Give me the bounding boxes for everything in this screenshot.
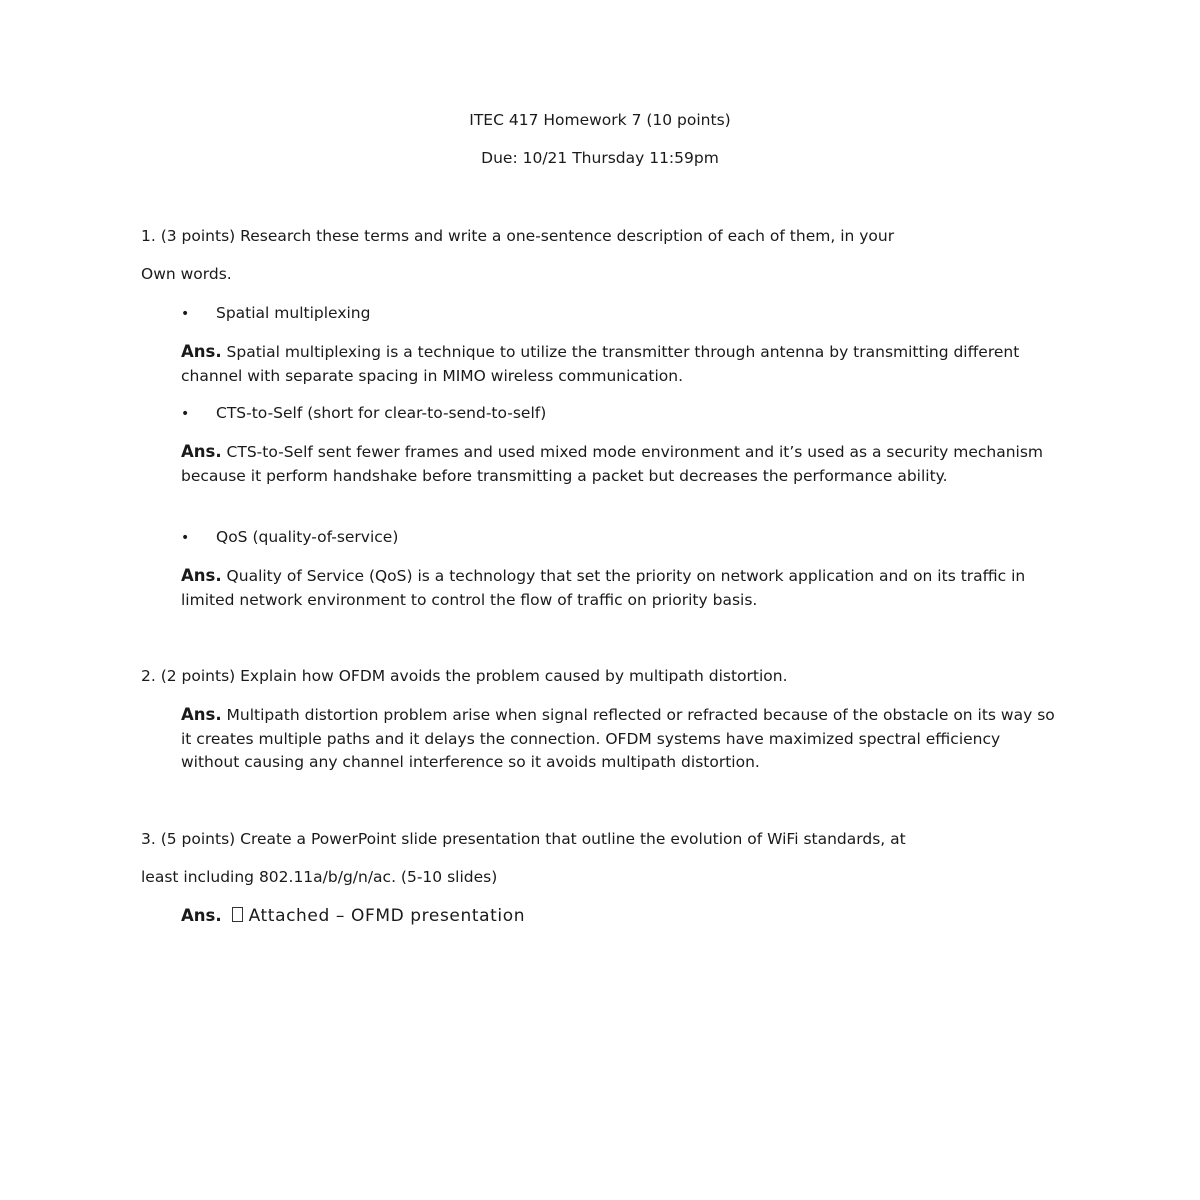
- term-label: QoS (quality-of-service): [216, 528, 399, 546]
- document-title: ITEC 417 Homework 7 (10 points): [469, 111, 731, 129]
- question-2-text: 2. (2 points) Explain how OFDM avoids the problem caused by multipath distortion.: [141, 667, 788, 685]
- attachment-icon: [232, 907, 243, 922]
- answer-qos: [181, 564, 1061, 612]
- question-3-text: 3. (5 points) Create a PowerPoint slide presentation that outline the evolution of WiFi standards, at: [141, 830, 906, 848]
- question-1-text: 1. (3 points) Research these terms and write a one-sentence description of each of them, in your: [141, 227, 895, 245]
- answer-spatial-multiplexing: [181, 340, 1061, 388]
- answer-label: Ans.: [181, 566, 222, 585]
- answer-label: Ans.: [181, 342, 222, 361]
- bullet-icon: •: [181, 530, 190, 546]
- answer-attachment: [181, 905, 525, 927]
- answer-text: Multipath distortion problem arise when signal reflected or refracted because of the obstacle on its way so it creates multiple paths and it delays the connection. OFDM systems have maximized spectral efficiency without causing any channel interference so it avoids multipath distortion.: [181, 706, 1055, 771]
- attachment-text[interactable]: Attached – OFMD presentation: [248, 906, 526, 926]
- answer-cts-to-self: [181, 440, 1061, 488]
- answer-ofdm: [181, 703, 1061, 775]
- list-item-cts-to-self: [181, 403, 546, 424]
- bullet-icon: •: [181, 406, 190, 422]
- answer-text: CTS-to-Self sent fewer frames and used mixed mode environment and it’s used as a security mechanism because it perform handshake before transmitting a packet but decreases the performance ability.: [181, 443, 1044, 485]
- term-label: CTS-to-Self (short for clear-to-send-to-self): [216, 404, 547, 422]
- answer-text: Quality of Service (QoS) is a technology that set the priority on network application and on its traffic in limited network environment to control the flow of traffic on priority basis.: [181, 567, 1026, 609]
- list-item-spatial-multiplexing: [181, 303, 370, 324]
- answer-label: Ans.: [181, 705, 222, 724]
- answer-label: Ans.: [181, 442, 222, 461]
- due-date: Due: 10/21 Thursday 11:59pm: [481, 149, 719, 167]
- term-label: Spatial multiplexing: [216, 304, 371, 322]
- question-3-text-cont: least including 802.11a/b/g/n/ac. (5-10 slides): [141, 868, 498, 886]
- list-item-qos: [181, 527, 398, 548]
- question-1-text-cont: Own words.: [141, 265, 232, 283]
- bullet-icon: •: [181, 306, 190, 322]
- answer-label: Ans.: [181, 906, 222, 925]
- answer-text: Spatial multiplexing is a technique to utilize the transmitter through antenna by transmitting different channel with separate spacing in MIMO wireless communication.: [181, 343, 1020, 385]
